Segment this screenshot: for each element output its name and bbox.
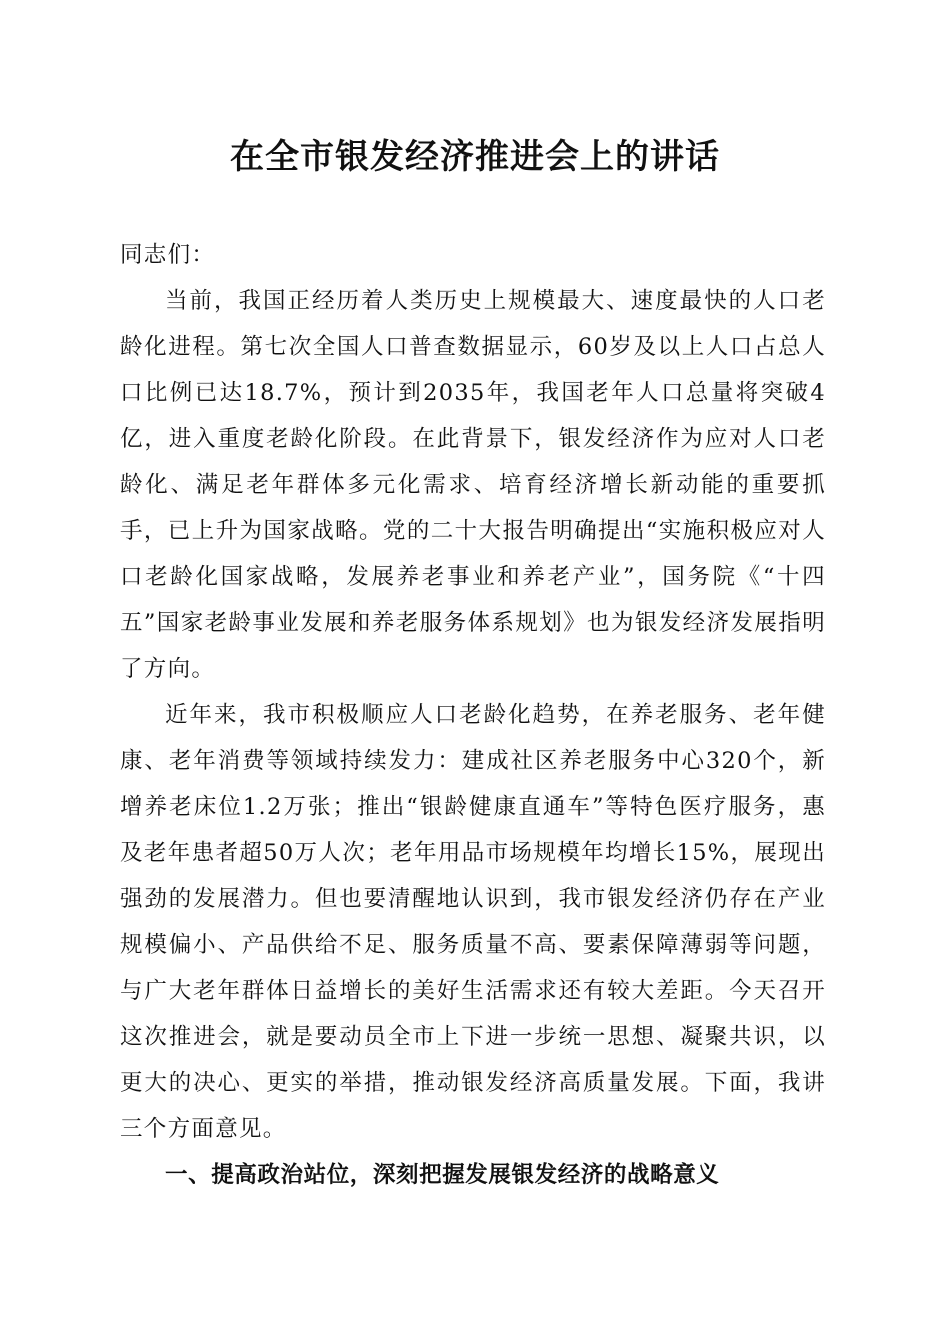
document-body <box>120 232 826 1198</box>
section-heading-1: 一、提高政治站位，深刻把握发展银发经济的战略意义 <box>165 1162 720 1188</box>
paragraph-city-progress: 近年来，我市积极顺应人口老龄化趋势，在养老服务、老年健康、老年消费等领域持续发力：建成社区养老服务中心320个，新增养老床位1.2万张；推出“银龄健康直通车”等特色医疗服务，惠及老年患者超50万人次；老年用品市场规模年均增长15%，展现出强劲的发展潜力。但也要清醒地认识到，我市银发经济仍存在产业规模偏小、产品供给不足、服务质量不高、要素保障薄弱等问题，与广大老年群体日益增长的美好生活需求还有较大差距。今天召开这次推进会，就是要动员全市上下进一步统一思想、凝聚共识，以更大的决心、更实的举措，推动银发经济高质量发展。下面，我讲三个方面意见。 <box>120 702 826 1142</box>
document-title: 在全市银发经济推进会上的讲话 <box>230 137 720 177</box>
salutation: 同志们： <box>120 242 216 268</box>
paragraph-intro: 当前，我国正经历着人类历史上规模最大、速度最快的人口老龄化进程。第七次全国人口普查数据显示，60岁及以上人口占总人口比例已达18.7%，预计到2035年，我国老年人口总量将突破4亿，进入重度老龄化阶段。在此背景下，银发经济作为应对人口老龄化、满足老年群体多元化需求、培育经济增长新动能的重要抓手，已上升为国家战略。党的二十大报告明确提出“实施积极应对人口老龄化国家战略，发展养老事业和养老产业”，国务院《“十四五”国家老龄事业发展和养老服务体系规划》也为银发经济发展指明了方向。 <box>120 288 826 682</box>
